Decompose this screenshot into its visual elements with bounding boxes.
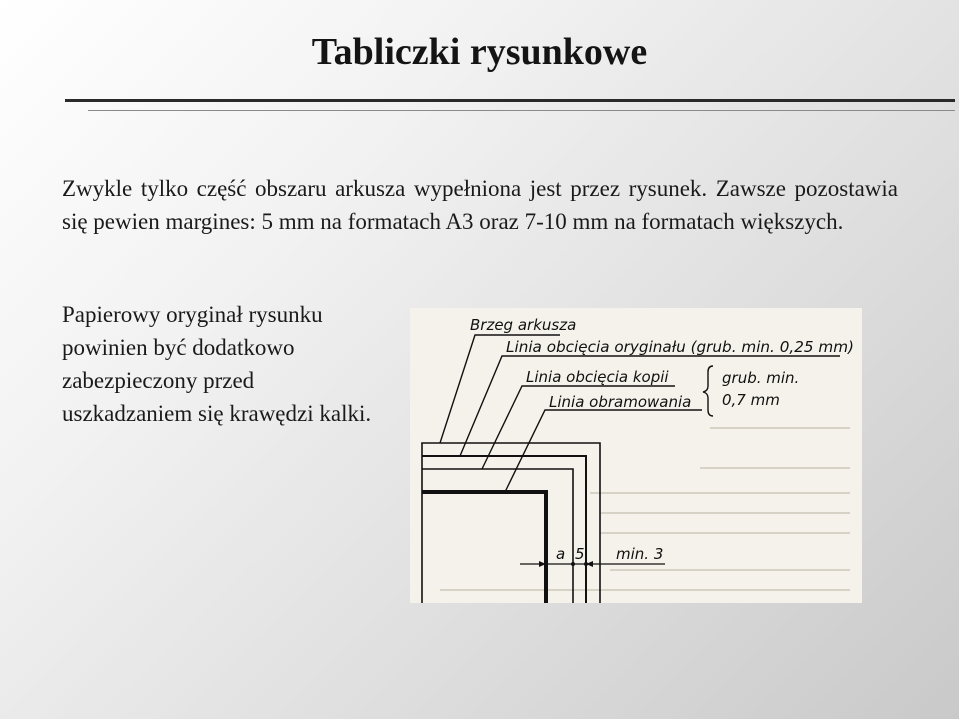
title-divider-thick — [65, 99, 955, 102]
page-title: Tabliczki rysunkowe — [311, 31, 648, 73]
margin-diagram — [410, 308, 862, 603]
protection-paragraph: Papierowy oryginał rysunku powinien być dodatkowo zabezpieczony przed uszkadzaniem się krawędzi kalki. — [62, 302, 372, 426]
dim-label-5: 5 — [575, 545, 585, 563]
label-frame: Linia obramowania — [549, 393, 692, 411]
label-thickness-line1: grub. min. — [722, 369, 800, 387]
margin-diagram-figure — [410, 308, 862, 603]
frame-line — [422, 492, 546, 603]
dim-label-min: min. 3 — [616, 545, 664, 563]
original-cut-line — [422, 456, 586, 603]
leader-frame — [505, 410, 702, 492]
intro-paragraph: Zwykle tylko część obszaru arkusza wypełniona jest przez rysunek. Zawsze pozostawia się pewien margines: 5 mm na formatach A3 oraz 7-10 mm na formatach większych. — [62, 176, 898, 234]
title-divider-thin — [88, 110, 955, 111]
dim-label-a: a — [556, 545, 566, 563]
thickness-brace — [703, 366, 713, 416]
label-original-cut: Linia obcięcia oryginału (grub. min. 0,25 mm) — [506, 338, 854, 356]
label-thickness-line2: 0,7 mm — [722, 391, 780, 409]
copy-cut-line — [422, 469, 573, 603]
background-text-noise — [440, 428, 850, 590]
label-copy-cut: Linia obcięcia kopii — [526, 368, 669, 386]
label-sheet-edge: Brzeg arkusza — [470, 316, 577, 334]
